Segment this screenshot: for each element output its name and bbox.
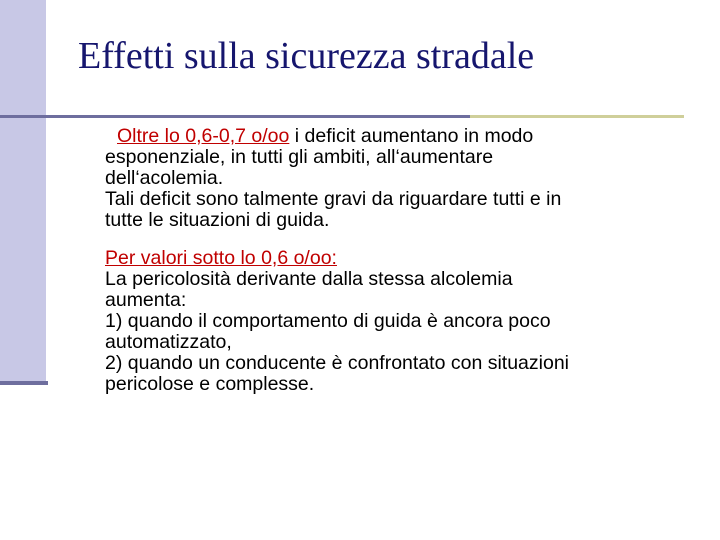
line: esponenziale, in tutti gli ambiti, all‘aumentare bbox=[105, 146, 494, 168]
line: pericolose e complesse. bbox=[105, 373, 315, 395]
line bbox=[105, 126, 690, 147]
slide-body bbox=[105, 126, 690, 395]
side-bar-bottom-edge bbox=[0, 381, 48, 385]
side-decoration-bar bbox=[0, 0, 46, 383]
line: La pericolosità derivante dalla stessa alcolemia bbox=[105, 268, 513, 290]
slide-title: Effetti sulla sicurezza stradale bbox=[78, 35, 535, 77]
line: Tali deficit sono talmente gravi da riguardare tutti e in bbox=[105, 188, 562, 210]
line: tutte le situazioni di guida. bbox=[105, 209, 330, 231]
line: 2) quando un conducente è confrontato con situazioni bbox=[105, 352, 570, 374]
title-divider-tan bbox=[470, 115, 684, 118]
title-divider-blue bbox=[0, 115, 470, 118]
line: 1) quando il comportamento di guida è ancora poco bbox=[105, 310, 551, 332]
paragraph-over-threshold bbox=[105, 126, 690, 231]
paragraph-below-threshold bbox=[105, 248, 690, 395]
section-heading: Per valori sotto lo 0,6 o/oo: bbox=[105, 247, 337, 269]
paragraph-gap bbox=[105, 231, 690, 248]
line: dell‘acolemia. bbox=[105, 167, 224, 189]
line: automatizzato, bbox=[105, 331, 232, 353]
threshold-highlight: Oltre lo 0,6-0,7 o/oo bbox=[117, 125, 290, 147]
line: aumenta: bbox=[105, 289, 187, 311]
line-text: i deficit aumentano in modo bbox=[289, 125, 534, 147]
